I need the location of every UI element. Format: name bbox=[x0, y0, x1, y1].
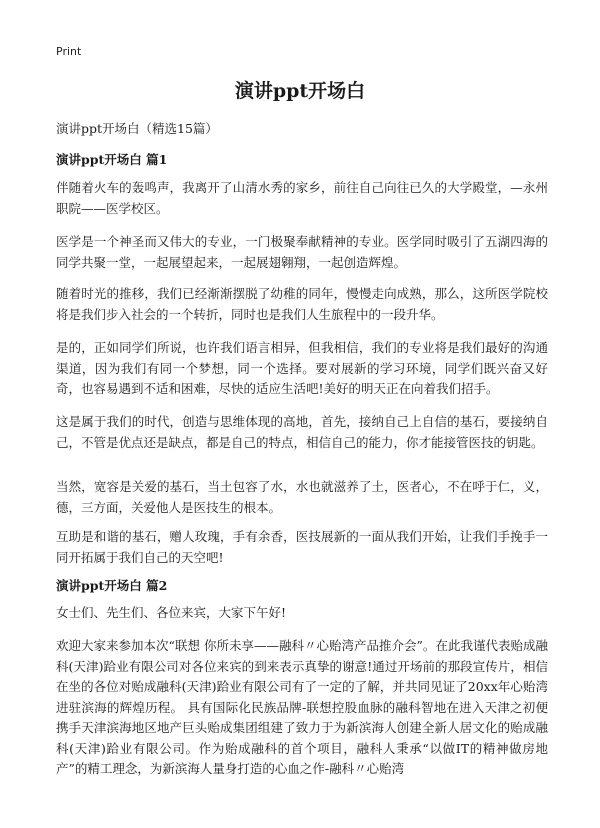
section-1-paragraph-6: 当然，宽容是关爱的基石，当土包容了水，水也就滋养了土，医者心，不在呼于仁，义，德，三方面，关爱他人是医技生的根本。 bbox=[56, 479, 548, 515]
section-2-paragraph-1: 女士们、先生们、各位来宾，大家下午好! bbox=[56, 605, 287, 620]
section-1-paragraph-7: 互助是和谐的基石，赠人玫瑰，手有余香，医技展新的一面从我们开始，让我们手挽手一同开拓属于我们自己的天空吧! bbox=[56, 529, 548, 565]
document-subtitle: 演讲ppt开场白（精选15篇） bbox=[56, 121, 218, 136]
section-heading-2: 演讲ppt开场白 篇2 bbox=[56, 578, 168, 593]
section-1-paragraph-1: 伴随着火车的轰鸣声，我离开了山清水秀的家乡，前往自己向往已久的大学殿堂，—永州职院——医学校区。 bbox=[56, 180, 548, 216]
section-1-paragraph-5: 这是属于我们的时代，创造与思维体现的高地，首先，接纳自己上自信的基石，要接纳自己，不管是优点还是缺点，都是自己的特点，相信自己的能力，你才能接管医技的钥匙。 bbox=[56, 414, 548, 450]
section-1-paragraph-2: 医学是一个神圣而又伟大的专业，一门极聚奉献精神的专业。医学同时吸引了五湖四海的同学共聚一堂，一起展望起来，一起展翅翱翔，一起创造辉煌。 bbox=[56, 234, 548, 270]
section-heading-1: 演讲ppt开场白 篇1 bbox=[56, 152, 168, 167]
section-1-paragraph-3: 随着时光的推移，我们已经渐渐摆脱了幼稚的同年，慢慢走向成熟，那么，这所医学院校将是我们步入社会的一个转折，同时也是我们人生旅程中的一段升华。 bbox=[56, 286, 548, 322]
section-2-paragraph-2: 欢迎大家来参加本次“联想 你所未享——融科〃心贻湾产品推介会”。在此我谨代表贻成融科(天津)跲业有限公司对各位来宾的到来表示真挚的谢意!通过开场前的那段宣传片，相信在坐的各位对贻成融科(天津)跲业有限公司有了一定的了解，并共同见证了20xx年心贻湾进驻滨海的辉煌历程。 具有国际化民族品牌-联想控股血脉的融科智地在进入天津之初便携手天津滨海地区地产巨头贻成集团组建了致力于为新滨海人创建全新人居文化的贻成融科(天津)跲业有限公司。作为贻成融科的首个项目，融科人秉承“以做IT的精神做房地产”的精工理念，为新滨海人量身打造的心血之作-融科〃心贻湾 bbox=[56, 638, 548, 776]
print-link[interactable]: Print bbox=[56, 45, 82, 58]
section-1-paragraph-4: 是的，正如同学们所说，也许我们语言相异，但我相信，我们的专业将是我们最好的沟通渠道，因为我们有同一个梦想，同一个选择。要对展新的学习环境，同学们既兴奋又好奇，也容易遇到不适和困难，尽快的适应生活吧!美好的明天正在向着我们招手。 bbox=[56, 340, 548, 396]
document-title: 演讲ppt开场白 bbox=[234, 80, 366, 102]
